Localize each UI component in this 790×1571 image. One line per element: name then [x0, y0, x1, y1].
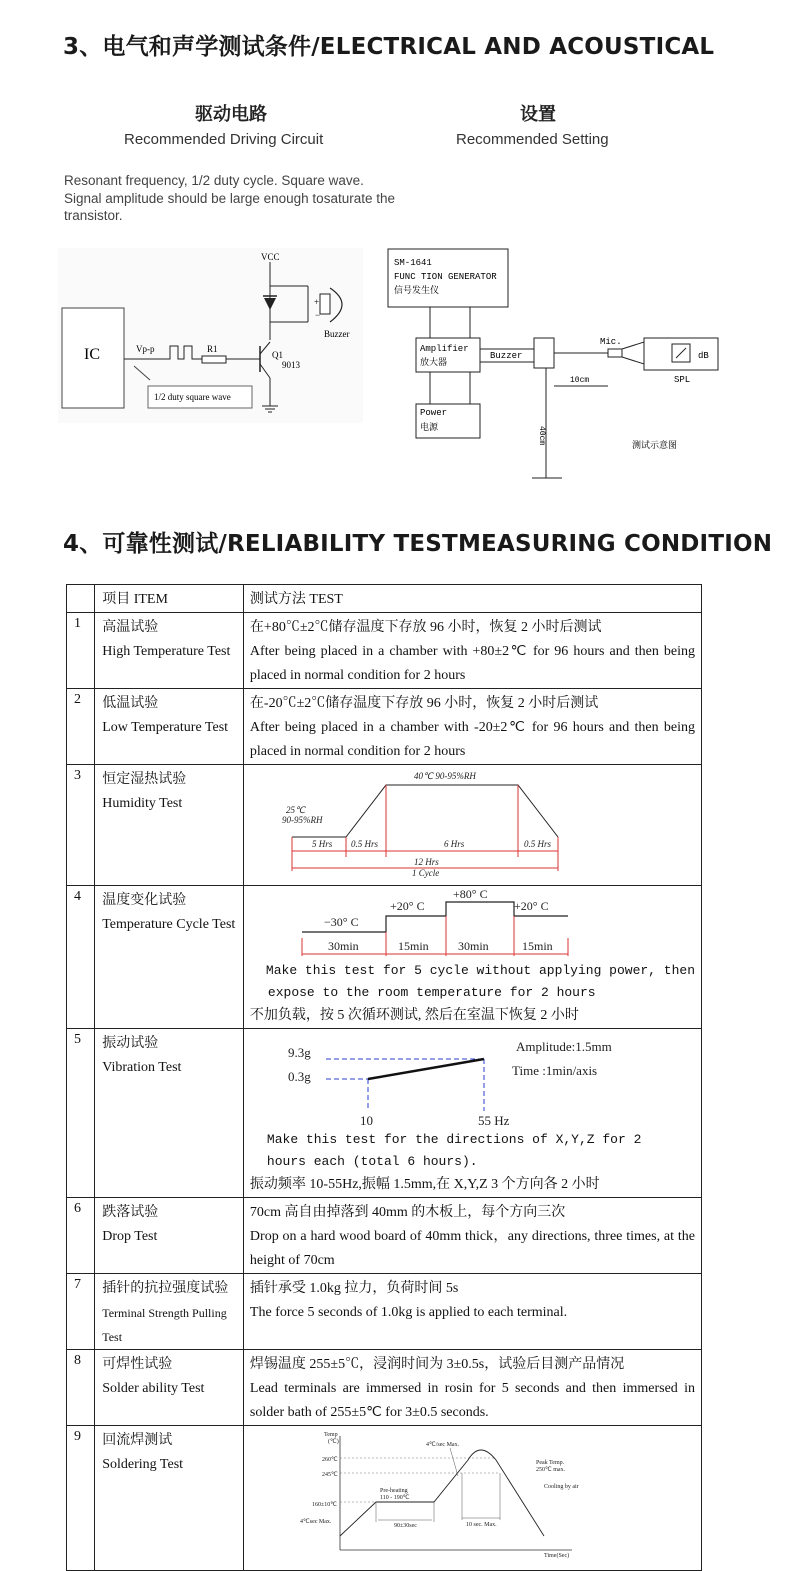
item-en: Soldering Test: [102, 1457, 184, 1472]
row-no: 2: [67, 689, 95, 765]
header-item: 项目 ITEM: [95, 585, 244, 613]
reflow-preheat1: Pre-heating: [379, 1488, 408, 1494]
buzzer-plus: +: [314, 297, 320, 307]
row-no: 4: [67, 886, 95, 1029]
row-no: 3: [67, 765, 95, 886]
r1-label: R1: [207, 344, 218, 354]
circuit-note: [64, 172, 444, 225]
humidity-seg2: 0.5 Hrs: [350, 839, 378, 849]
test-en: After being placed in a chamber with -20±2℃ for 96 hours and then being placed in normal condition for 2 hours: [249, 720, 695, 759]
q-model-label: 9013: [282, 360, 300, 370]
reflow-peak1: Peak Temp.: [535, 1460, 565, 1466]
item-cn: 温度变化试验: [102, 893, 187, 908]
temp-cycle-d2: 15min: [397, 939, 429, 953]
item-cn: 恒定湿热试验: [102, 772, 187, 787]
item-en: Vibration Test: [102, 1060, 182, 1075]
humidity-total: 12 Hrs: [413, 857, 439, 867]
power-cn: 电源: [420, 423, 439, 433]
height-label: 40cm: [537, 426, 546, 446]
generator-model: SM-1641: [394, 258, 432, 268]
reflow-profile-line: [340, 1450, 544, 1536]
humidity-seg4: 0.5 Hrs: [523, 839, 551, 849]
setting-caption: 测试示意图: [632, 441, 678, 451]
vib-x-low: 10: [359, 1113, 373, 1128]
spl-label: SPL: [674, 375, 691, 385]
row-no: 5: [67, 1029, 95, 1198]
test-en: The force 5 seconds of 1.0kg is applied to each terminal.: [249, 1305, 568, 1320]
reflow-unit-label: (℃): [327, 1439, 339, 1445]
reflow-x-label: Time(Sec): [543, 1553, 570, 1559]
ic-label: IC: [84, 346, 100, 363]
item-cn: 回流焊测试: [102, 1433, 173, 1448]
vib-amplitude: Amplitude:1.5mm: [515, 1039, 612, 1054]
temp-cycle-t3: +80° C: [452, 887, 488, 901]
test-en: Drop on a hard wood board of 40mm thick，any directions, three times, at the height of 70cm: [249, 1229, 695, 1268]
setting-diagram: [382, 246, 732, 481]
temp-cycle-cn: 不加负载，按 5 次循环测试, 然后在室温下恢复 2 小时: [249, 1008, 579, 1023]
q1-label: Q1: [272, 350, 283, 360]
humidity-seg1: 5 Hrs: [311, 839, 333, 849]
buzzer-label: Buzzer: [324, 329, 350, 339]
item-en: Terminal Strength Pulling Test: [102, 1306, 227, 1344]
reflow-temp-label: Temp: [323, 1432, 338, 1438]
reflow-y3: 160±10℃: [311, 1502, 337, 1508]
temp-cycle-d1: 30min: [327, 939, 359, 953]
section3-title: 3、电气和声学测试条件/ELECTRICAL AND ACOUSTICAL: [63, 34, 715, 60]
item-cn: 高温试验: [102, 620, 159, 635]
item-cn: 跌落试验: [102, 1205, 159, 1220]
humidity-left-label-2: 90-95%RH: [281, 815, 323, 825]
reflow-pre-time: 90±30sec: [393, 1523, 417, 1529]
driving-circuit-title-en: Recommended Driving Circuit: [124, 131, 324, 148]
row-no: 9: [67, 1426, 95, 1571]
buzzer-minus: −: [315, 310, 321, 320]
reflow-y2: 245℃: [321, 1472, 338, 1478]
row-no: 8: [67, 1350, 95, 1426]
vib-time: Time :1min/axis: [511, 1063, 598, 1078]
driving-circuit-diagram: [58, 248, 363, 423]
table-row: [67, 689, 702, 765]
vpp-label: Vp-p: [136, 344, 155, 354]
reflow-profile-chart: [244, 1426, 664, 1566]
item-cn: 振动试验: [102, 1036, 159, 1051]
test-cn: 在+80℃±2℃储存温度下存放 96 小时，恢复 2 小时后测试: [249, 620, 602, 635]
note-line-1: Resonant frequency, 1/2 duty cycle. Square wave.: [64, 173, 364, 188]
table-header-row: [67, 585, 702, 613]
reflow-rate1: 4℃/sec Max.: [425, 1442, 459, 1448]
item-en: Humidity Test: [102, 796, 183, 811]
table-row: [67, 1198, 702, 1274]
row-no: 6: [67, 1198, 95, 1274]
table-row: [67, 613, 702, 689]
generator-cn: 信号发生仪: [394, 286, 440, 296]
amplifier-cn: 放大器: [420, 358, 448, 368]
vib-cn: 振动频率 10-55Hz,振幅 1.5mm,在 X,Y,Z 3 个方向各 2 小时: [249, 1177, 600, 1192]
item-en: Temperature Cycle Test: [102, 917, 236, 932]
section4-title: 4、可靠性测试/RELIABILITY TESTMEASURING CONDITION: [63, 531, 773, 557]
vib-x-high: 55 Hz: [477, 1113, 510, 1128]
generator-name: FUNC TION GENERATOR: [394, 272, 497, 282]
note-line-2: Signal amplitude should be large enough tosaturate the: [64, 190, 395, 206]
item-en: Drop Test: [102, 1229, 158, 1244]
item-cn: 可焊性试验: [102, 1357, 173, 1372]
reflow-rate2: 4℃sec Max.: [299, 1519, 332, 1525]
temp-cycle-d3: 30min: [457, 939, 489, 953]
header-test: 测试方法 TEST: [243, 585, 701, 613]
table-row: [67, 886, 702, 1029]
table-row: [67, 1426, 702, 1571]
db-label: dB: [698, 351, 709, 361]
vibration-line: [368, 1059, 484, 1079]
table-row: [67, 765, 702, 886]
item-cn: 插针的抗拉强度试验: [102, 1281, 229, 1296]
humidity-cycle: 1 Cycle: [411, 868, 440, 878]
header-no: [67, 585, 95, 613]
square-wave-label: 1/2 duty square wave: [154, 392, 231, 402]
test-en: After being placed in a chamber with +80±2℃ for 96 hours and then being placed in normal condition for 2 hours: [249, 644, 695, 683]
humidity-seg3: 6 Hrs: [443, 839, 465, 849]
temp-cycle-d4: 15min: [521, 939, 553, 953]
humidity-top-label: 40℃ 90-95%RH: [413, 771, 476, 781]
vcc-label: VCC: [261, 252, 280, 262]
reflow-peak2: 250℃ max.: [535, 1467, 565, 1473]
test-cn: 在-20℃±2℃储存温度下存放 96 小时，恢复 2 小时后测试: [249, 696, 599, 711]
mic-label: Mic.: [600, 337, 622, 347]
table-row: [67, 1029, 702, 1198]
row-no: 7: [67, 1274, 95, 1350]
buzzer-box: [534, 338, 554, 368]
driving-circuit-title-cn: 驱动电路: [195, 104, 267, 125]
test-en: Lead terminals are immersed in rosin for 5 seconds and then immersed in solder bath of 255±5℃ for 3±0.5 seconds.: [249, 1381, 695, 1420]
test-cn: 焊锡温度 255±5℃，浸润时间为 3±0.5s，试验后目测产品情况: [249, 1357, 625, 1372]
temp-cycle-en-1: Make this test for 5 cycle without applying power, then: [265, 963, 695, 978]
reflow-preheat2: 110 - 190℃: [379, 1495, 410, 1501]
vib-y-low: 0.3g: [287, 1069, 311, 1084]
item-cn: 低温试验: [102, 696, 159, 711]
test-cn: 70cm 高自由掉落到 40mm 的木板上，每个方向三次: [249, 1205, 566, 1220]
temp-cycle-en-2: expose to the room temperature for 2 hours: [267, 985, 596, 1000]
item-en: Solder ability Test: [102, 1381, 205, 1396]
temp-cycle-t1: −30° C: [323, 915, 359, 929]
power-label: Power: [420, 408, 448, 418]
amplifier-label: Amplifier: [420, 344, 469, 354]
buzzer-setting-label: Buzzer: [490, 351, 523, 361]
table-row: [67, 1350, 702, 1426]
vib-y-high: 9.3g: [287, 1045, 311, 1060]
setting-title-cn: 设置: [520, 104, 556, 125]
reflow-cool: Cooling by air: [543, 1484, 579, 1490]
distance-label: 10cm: [570, 376, 590, 385]
note-line-3: transistor.: [64, 208, 123, 223]
temp-cycle-t4: +20° C: [513, 899, 549, 913]
vib-en-1: Make this test for the directions of X,Y,Z for 2: [266, 1132, 642, 1147]
reliability-table: [66, 584, 702, 1571]
humidity-left-label-1: 25℃: [285, 805, 306, 815]
reflow-y1: 260℃: [321, 1457, 338, 1463]
humidity-profile-chart: [244, 765, 664, 883]
vib-en-2: hours each (total 6 hours).: [266, 1154, 478, 1169]
row-no: 1: [67, 613, 95, 689]
item-en: High Temperature Test: [102, 644, 231, 659]
item-en: Low Temperature Test: [102, 720, 229, 735]
table-row: [67, 1274, 702, 1350]
vibration-chart: [250, 1029, 664, 1129]
reflow-peak-time: 10 sec. Max.: [465, 1522, 497, 1528]
temperature-cycle-chart: [250, 886, 664, 960]
temp-cycle-t2: +20° C: [389, 899, 425, 913]
setting-title-en: Recommended Setting: [456, 131, 609, 148]
test-cn: 插针承受 1.0kg 拉力，负荷时间 5s: [249, 1281, 459, 1296]
